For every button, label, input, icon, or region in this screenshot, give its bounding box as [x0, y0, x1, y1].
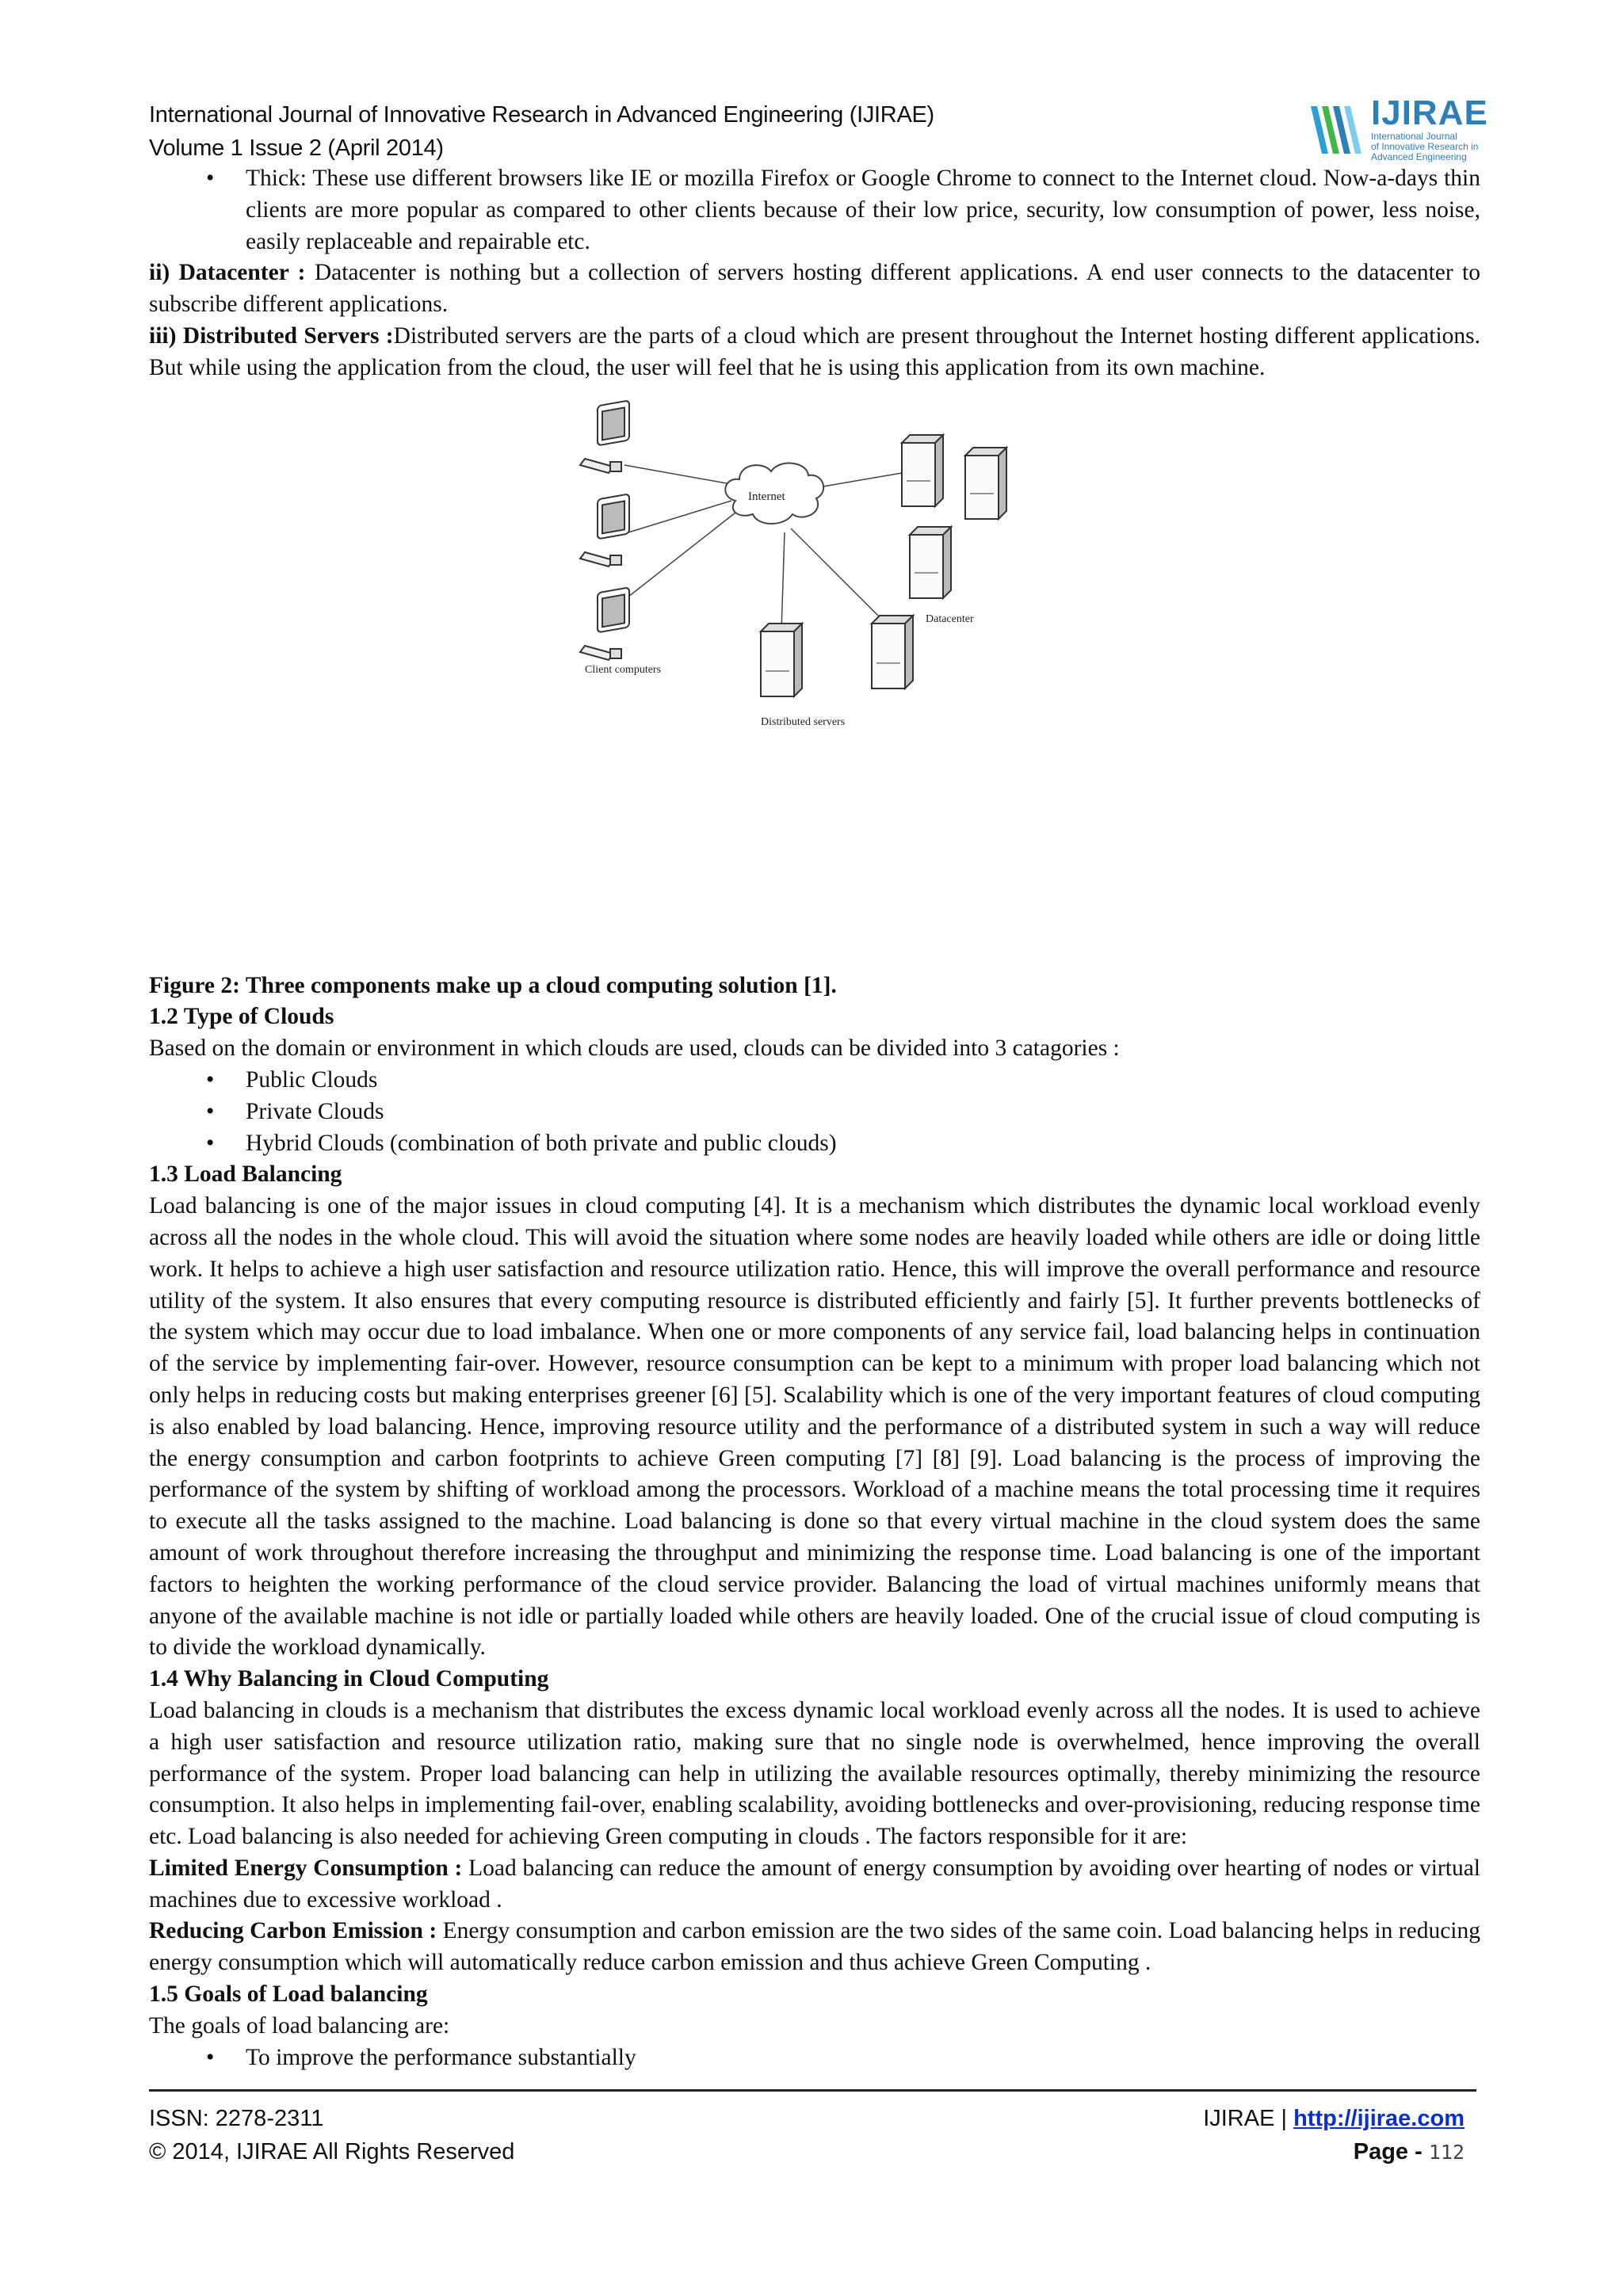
section-heading: 1.2 Type of Clouds: [149, 1004, 334, 1030]
paragraph: Based on the domain or environment in which clouds are used, clouds can be divided into 3 catagories :: [149, 1035, 1120, 1062]
article-body: [149, 163, 1480, 2073]
logo-mark-icon: [1308, 98, 1369, 162]
paragraph: Load balancing in clouds is a mechanism that distributes the excess dynamic local workload evenly across all the nodes. It is used to achieve a high user satisfaction and resource utilization ratio, making sure that no single node is overwhelmed, hence improving the overall performance of the system. Proper load balancing can help in utilizing the available resources optimally, thereby minimizing the resource consumption. It also helps in implementing fail-over, enabling scalability, avoiding bottlenecks and over-provisioning, reducing response time etc. Load balancing is also needed for achieving Green computing in clouds . The factors responsible for it are:: [149, 1697, 1480, 1850]
carbon-paragraph: Reducing Carbon Emission : Energy consumption and carbon emission are the two sides of the same coin. Load balancing helps in reducing energy consumption which will automatically reduce carbon emission and thus achieve Green Computing .: [149, 1918, 1480, 1976]
client-computer-icon: [580, 494, 629, 566]
logo-subtitle: International Journal of Innovative Research in Advanced Engineering: [1371, 131, 1479, 162]
journal-site-link[interactable]: http://ijirae.com: [1293, 2106, 1465, 2131]
paragraph: The goals of load balancing are:: [149, 2012, 450, 2039]
list-item: • To improve the performance substantially: [149, 2042, 1480, 2074]
journal-site: IJIRAE | http://ijirae.com: [1203, 2106, 1465, 2131]
internet-label: Internet: [748, 490, 785, 503]
list-item: • Public Clouds: [149, 1065, 1480, 1097]
distributed-servers-label: Distributed servers: [761, 715, 846, 728]
datacenter-label: Datacenter: [926, 612, 974, 625]
distributed-servers-paragraph: iii) Distributed Servers :Distributed servers are the parts of a cloud which are present throughout the Internet hosting different applications. But while using the application from the cloud, the user will feel that he is using this application from its own machine.: [149, 322, 1480, 380]
datacenter-server-icon: [910, 527, 951, 598]
figure-caption: Figure 2: Three components make up a cloud computing solution [1].: [149, 972, 837, 998]
datacenter-server-icon: [965, 448, 1006, 519]
distributed-server-icon: [761, 624, 802, 696]
client-computer-icon: [580, 587, 629, 660]
cloud-types-list: [149, 1065, 1480, 1159]
client-computer-icon: [580, 400, 629, 473]
client-types-list: [149, 163, 1480, 257]
goals-list: [149, 2042, 1480, 2074]
datacenter-paragraph: ii) Datacenter : Datacenter is nothing but a collection of servers hosting different applications. A end user connects to the datacenter to subscribe different applications.: [149, 260, 1480, 318]
running-header: [149, 98, 1338, 165]
journal-title: International Journal of Innovative Research in Advanced Engineering (IJIRAE): [149, 102, 934, 128]
section-heading: 1.5 Goals of Load balancing: [149, 1981, 428, 2008]
section-heading: 1.4 Why Balancing in Cloud Computing: [149, 1666, 549, 1692]
page-number: Page - 112: [1353, 2139, 1465, 2164]
volume-issue: Volume 1 Issue 2 (April 2014): [149, 135, 444, 161]
energy-paragraph: Limited Energy Consumption : Load balancing can reduce the amount of energy consumption by avoiding over hearting of nodes or virtual machines due to excessive workload .: [149, 1855, 1480, 1913]
logo-text: IJIRAE: [1371, 93, 1488, 132]
client-computers-label: Client computers: [585, 663, 662, 676]
cloud-components-diagram: [577, 394, 1052, 742]
issn: ISSN: 2278-2311: [149, 2106, 324, 2131]
paragraph: Load balancing is one of the major issues in cloud computing [4]. It is a mechanism which distributes the dynamic local workload evenly across all the nodes in the whole cloud. This will avoid the situation where some nodes are heavily loaded while others are idle or doing little work. It helps to achieve a high user satisfaction and resource utilization ratio. Hence, this will improve the overall performance and resource utility of the system. It also ensures that every computing resource is distributed efficiently and fairly [5]. It further prevents bottlenecks of the system which may occur due to load imbalance. When one or more components of any service fail, load balancing helps in continuation of the service by implementing fair-over. However, resource consumption can be kept to a minimum with proper load balancing which not only helps in reducing costs but making enterprises greener [6] [5]. Scalability which is one of the very important features of cloud computing is also enabled by load balancing. Hence, improving resource utility and the performance of a distributed system in such a way will reduce the energy consumption and carbon footprints to achieve Green computing [7] [8] [9]. Load balancing is the process of improving the performance of the system by shifting of workload among the processors. Workload of a machine means the total processing time it requires to execute all the tasks assigned to the machine. Load balancing is done so that every virtual machine in the cloud system does the same amount of work throughout therefore increasing the throughput and minimizing the response time. Load balancing is one of the important factors to heighten the working performance of the cloud service provider. Balancing the load of virtual machines uniformly means that anyone of the available machine is not idle or partially loaded while others are heavily loaded. One of the crucial issue of cloud computing is to divide the workload dynamically.: [149, 1193, 1480, 1661]
datacenter-server-icon: [902, 435, 943, 506]
footer-rule: [149, 2089, 1476, 2092]
journal-logo: [1308, 93, 1490, 165]
list-item: • Hybrid Clouds (combination of both private and public clouds): [149, 1128, 1480, 1160]
section-heading: 1.3 Load Balancing: [149, 1161, 342, 1188]
list-item: • Thick: These use different browsers like IE or mozilla Firefox or Google Chrome to connect to the Internet cloud. Now-a-days thin clients are more popular as compared to other clients because of their low price, security, low consumption of power, less noise, easily replaceable and repairable etc.: [149, 163, 1480, 257]
list-item: • Private Clouds: [149, 1097, 1480, 1128]
copyright: © 2014, IJIRAE All Rights Reserved: [149, 2139, 515, 2164]
figure-2: [149, 384, 1480, 971]
distributed-server-icon: [872, 616, 913, 688]
